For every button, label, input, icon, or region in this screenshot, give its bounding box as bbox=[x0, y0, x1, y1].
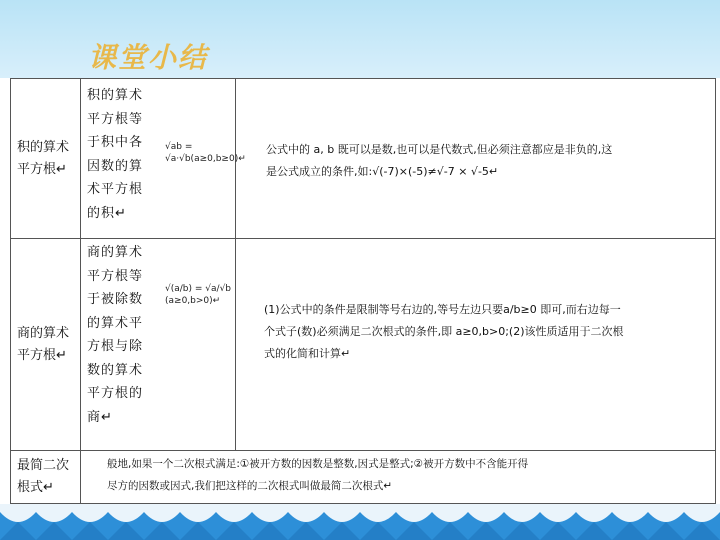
explanation-line: 是公式成立的条件,如:√(-7)×(-5)≠√-7 × √-5↵ bbox=[266, 165, 499, 178]
definition-text bbox=[87, 241, 147, 429]
explanation-text bbox=[107, 453, 707, 497]
explanation-line: (1)公式中的条件是限制等号右边的,等号左边只要a/b≥0 即可,而右边每一 bbox=[264, 303, 621, 316]
definition-line: 平方根等 bbox=[87, 111, 144, 127]
slide-title: 课堂小结 bbox=[88, 41, 209, 74]
definition-line: 商↵ bbox=[87, 409, 113, 425]
definition-line: 于被除数 bbox=[87, 292, 144, 307]
definition-cell bbox=[81, 79, 246, 238]
bottom-wave-band bbox=[0, 504, 720, 540]
definition-line: 的积↵ bbox=[87, 205, 127, 221]
explanation-text bbox=[264, 299, 712, 365]
row-name-line: 商的算术 bbox=[17, 325, 70, 341]
wave-decoration bbox=[0, 504, 720, 540]
formula-quotient-root: √(a/b) = √a/√b (a≥0,b>0)↵ bbox=[165, 284, 232, 306]
row-name-line: 积的算术 bbox=[17, 139, 70, 155]
definition-line: 于积中各 bbox=[87, 135, 144, 150]
row-name-cell bbox=[11, 239, 81, 450]
definition-text bbox=[87, 84, 147, 225]
row-name-line: 平方根↵ bbox=[17, 347, 67, 363]
definition-line: 平方根的 bbox=[87, 386, 144, 401]
explanation-cell bbox=[236, 79, 715, 238]
definition-cell bbox=[81, 239, 236, 450]
definition-line: 方根与除 bbox=[87, 339, 144, 354]
explanation-line: 尽方的因数或因式,我们把这样的二次根式叫做最简二次根式↵ bbox=[107, 480, 393, 492]
table-row-simplest-radical bbox=[11, 451, 715, 503]
explanation-line: 般地,如果一个二次根式满足:①被开方数的因数是整数,因式是整式;②被开方数中不含能开得 bbox=[107, 458, 529, 470]
explanation-text bbox=[266, 139, 706, 183]
explanation-line: 公式中的 a, b 既可以是数,也可以是代数式,但必须注意都应是非负的,这 bbox=[266, 143, 613, 156]
formula-product-root: √ab = √a·√b(a≥0,b≥0)↵ bbox=[165, 142, 246, 164]
explanation-line: 个式子(数)必须满足二次根式的条件,即 a≥0,b>0;(2)该性质适用于二次根 bbox=[264, 325, 624, 338]
row-name-cell bbox=[11, 79, 81, 238]
explanation-cell bbox=[236, 239, 715, 450]
explanation-line: 式的化简和计算↵ bbox=[264, 347, 351, 360]
definition-line: 因数的算 bbox=[87, 158, 144, 174]
definition-line: 的算术平 bbox=[87, 315, 144, 331]
row-name-line: 根式↵ bbox=[17, 480, 54, 495]
definition-line: 积的算术 bbox=[87, 88, 144, 103]
definition-line: 平方根等 bbox=[87, 268, 144, 284]
definition-line: 数的算术 bbox=[87, 362, 144, 378]
table-row-quotient-root bbox=[11, 239, 715, 451]
row-name-line: 平方根↵ bbox=[17, 161, 67, 177]
definition-line: 商的算术 bbox=[87, 245, 144, 260]
table-row-product-root bbox=[11, 79, 715, 239]
definition-line: 术平方根 bbox=[87, 182, 144, 197]
summary-table bbox=[10, 78, 716, 504]
row-name-cell bbox=[11, 451, 81, 503]
row-name-line: 最简二次 bbox=[17, 458, 70, 473]
